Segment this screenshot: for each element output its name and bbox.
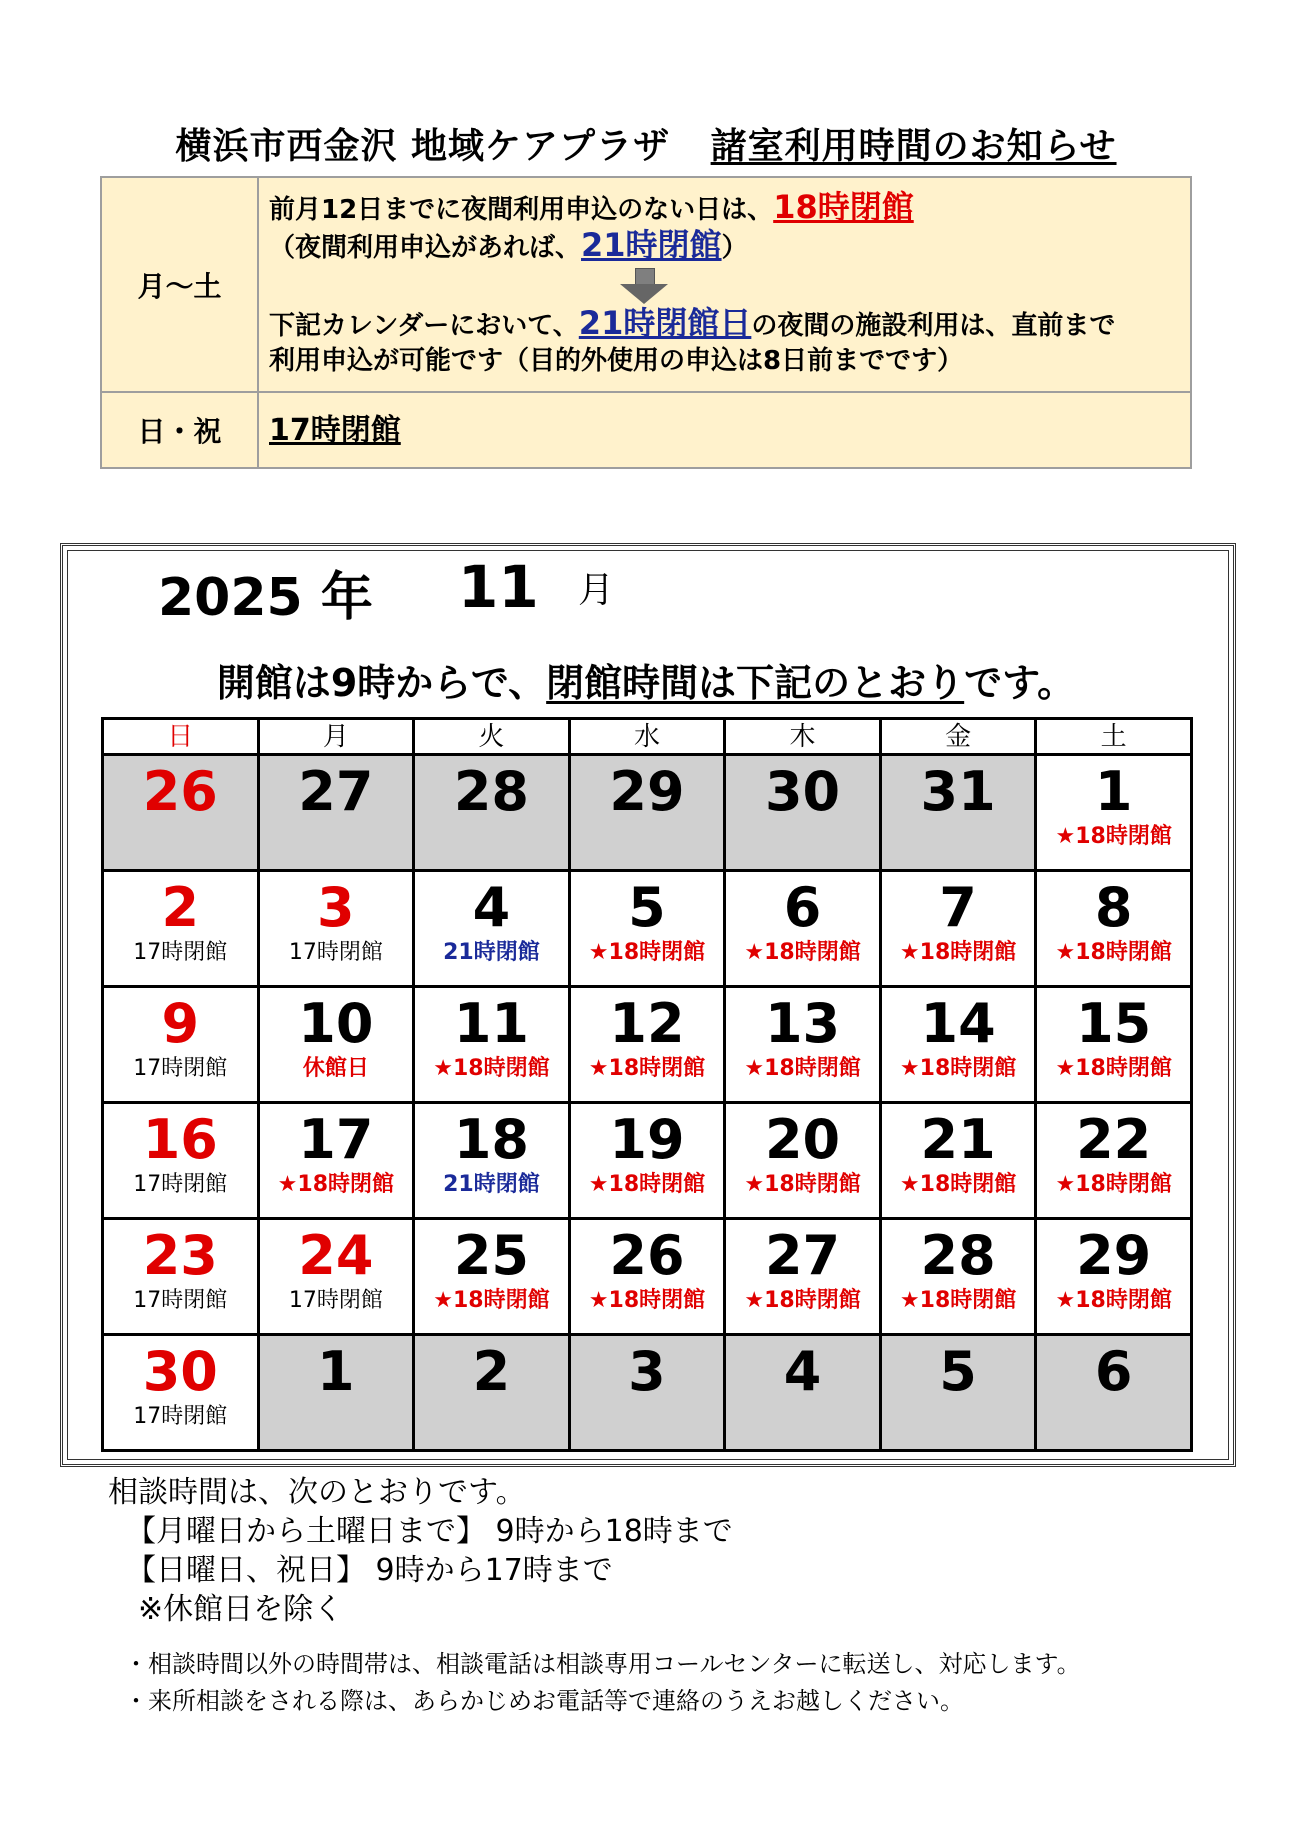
day-number: 24 [298, 1224, 374, 1287]
day-number: 1 [317, 1340, 355, 1403]
day-number: 28 [920, 1224, 996, 1287]
closing-time-note: ★18時閉館 [433, 1056, 550, 1081]
consultation-hours [108, 1473, 733, 1629]
calendar-week-row [103, 755, 1192, 871]
rule-line-1-text: 前月12日までに夜間利用申込のない日は、 [269, 195, 774, 225]
weekday-header: 月 [258, 719, 414, 755]
note-item: ・相談時間以外の時間帯は、相談電話は相談専用コールセンターに転送し、対応します。 [124, 1650, 1081, 1678]
day-number: 26 [609, 1224, 685, 1287]
calendar-week-row [103, 987, 1192, 1103]
day-number: 12 [609, 992, 685, 1055]
calendar-month-label: 月 [578, 570, 615, 611]
weekday-header: 金 [880, 719, 1036, 755]
day-number: 21 [920, 1108, 996, 1171]
day-number: 19 [609, 1108, 685, 1171]
closing-time-note: ★18時閉館 [588, 940, 706, 965]
calendar-day-cell [880, 1219, 1036, 1335]
calendar-day-cell [725, 987, 881, 1103]
day-number: 27 [298, 760, 374, 823]
page-title [0, 118, 1292, 169]
calendar-day-cell [103, 871, 259, 987]
notice-underlined: 閉館時間は下記のとおり [546, 661, 965, 705]
closing-time-note: ★18時閉館 [1055, 1056, 1172, 1081]
day-number: 18 [453, 1108, 529, 1171]
day-number: 3 [317, 876, 355, 939]
hours-table [100, 176, 1192, 469]
weekday-rules [258, 177, 1191, 392]
day-number: 20 [764, 1108, 841, 1171]
consult-weekday: 【月曜日から土曜日まで】 9時から18時まで [126, 1514, 733, 1549]
day-number: 30 [764, 760, 841, 823]
day-number: 26 [142, 760, 218, 823]
closing-time-note: 17時閉館 [133, 1172, 228, 1197]
calendar-day-cell [569, 755, 725, 871]
weekday-header: 日 [103, 719, 259, 755]
day-number: 31 [920, 760, 996, 823]
consult-holiday: 【日曜日、祝日】 9時から17時まで [126, 1553, 613, 1588]
calendar-day-cell [414, 1335, 570, 1451]
calendar-day-cell [414, 1219, 570, 1335]
weekday-header: 火 [414, 719, 570, 755]
day-number: 30 [142, 1340, 218, 1403]
closing-time-note: ★18時閉館 [1055, 1172, 1172, 1197]
calendar-day-cell [880, 1103, 1036, 1219]
calendar-day-cell [725, 1219, 881, 1335]
day-number: 13 [764, 992, 841, 1055]
day-number: 5 [628, 876, 666, 939]
closing-time-note: ★18時閉館 [588, 1172, 706, 1197]
closing-time-note: 17時閉館 [133, 940, 228, 965]
calendar-day-cell [880, 871, 1036, 987]
calendar-day-cell [725, 755, 881, 871]
day-number: 2 [161, 876, 200, 939]
rule-line-3-end: の夜間の施設利用は、直前まで [751, 311, 1116, 341]
calendar-day-cell [414, 1103, 570, 1219]
calendar-day-cell [569, 1103, 725, 1219]
closing-time-note: ★18時閉館 [277, 1172, 395, 1197]
calendar-day-cell [569, 987, 725, 1103]
rule-line-2-end: ） [721, 233, 748, 263]
rule-line-3 [269, 306, 1180, 344]
calendar-day-cell [258, 871, 414, 987]
hours-row-holiday [101, 392, 1191, 468]
calendar-day-cell [880, 987, 1036, 1103]
calendar-body [103, 755, 1192, 1451]
day-number: 4 [472, 876, 511, 939]
rule-line-4: 利用申込が可能です（目的外使用の申込は8日前までです） [269, 346, 964, 376]
closing-time-note: 21時閉館 [443, 940, 540, 965]
consult-exception: ※休館日を除く [138, 1592, 344, 1627]
rule-line-2-text: （夜間利用申込があれば、 [269, 233, 582, 263]
closing-time-note: ★18時閉館 [744, 1288, 861, 1313]
weekday-label: 月～土 [101, 177, 258, 392]
holiday-rule [258, 392, 1191, 468]
closing-time-note: ★18時閉館 [744, 940, 861, 965]
day-number: 29 [609, 760, 685, 823]
day-number: 8 [1094, 876, 1133, 939]
consult-intro: 相談時間は、次のとおりです。 [108, 1475, 526, 1510]
closing-time-note: 17時閉館 [133, 1404, 228, 1429]
notice-text: 開館は9時からで、 [216, 661, 547, 705]
rule-line-1 [269, 190, 1180, 228]
calendar-day-cell [1036, 987, 1192, 1103]
closing-time-note: ★18時閉館 [1055, 940, 1172, 965]
closing-time-note: 休館日 [302, 1056, 369, 1081]
calendar-day-cell [103, 987, 259, 1103]
calendar-day-cell [569, 871, 725, 987]
day-number: 6 [783, 876, 822, 939]
closing-time-note: ★18時閉館 [433, 1288, 550, 1313]
closing-time-note: ★18時閉館 [744, 1056, 861, 1081]
closing-time-note: ★18時閉館 [899, 1172, 1017, 1197]
day-number: 1 [1094, 760, 1133, 823]
weekday-header-row [103, 719, 1192, 755]
day-number: 7 [939, 876, 977, 939]
day-number: 11 [453, 992, 529, 1055]
day-number: 23 [142, 1224, 218, 1287]
notes-list [124, 1646, 1081, 1720]
calendar-day-cell [258, 1335, 414, 1451]
down-arrow-icon [269, 266, 1180, 306]
day-number: 17 [298, 1108, 374, 1171]
calendar-day-cell [880, 1335, 1036, 1451]
holiday-label: 日・祝 [101, 392, 258, 468]
calendar-day-cell [258, 1103, 414, 1219]
calendar-day-cell [103, 1335, 259, 1451]
calendar-day-cell [103, 1103, 259, 1219]
calendar-day-cell [1036, 1219, 1192, 1335]
closing-21-day: 21時閉館日 [578, 304, 752, 342]
day-number: 5 [939, 1340, 977, 1403]
rule-line-3-text: 下記カレンダーにおいて、 [269, 311, 579, 341]
day-number: 15 [1076, 992, 1152, 1055]
calendar-day-cell [725, 1103, 881, 1219]
opening-notice [0, 652, 1292, 707]
calendar-day-cell [725, 1335, 881, 1451]
day-number: 22 [1076, 1108, 1152, 1171]
calendar-day-cell [1036, 1335, 1192, 1451]
day-number: 14 [920, 992, 996, 1055]
calendar-day-cell [569, 1219, 725, 1335]
calendar-day-cell [414, 755, 570, 871]
day-number: 16 [142, 1108, 218, 1171]
day-number: 6 [1094, 1340, 1133, 1403]
closing-time-note: ★18時閉館 [899, 1056, 1017, 1081]
notice-end: です。 [964, 661, 1076, 705]
calendar-day-cell [1036, 871, 1192, 987]
calendar-month: 11 [458, 553, 539, 621]
closing-time-note: ★18時閉館 [899, 940, 1017, 965]
calendar-day-cell [569, 1335, 725, 1451]
day-number: 3 [628, 1340, 666, 1403]
day-number: 25 [453, 1224, 529, 1287]
weekday-header: 土 [1036, 719, 1192, 755]
calendar-year: 2025 年 [158, 568, 373, 628]
title-subject: 諸室利用時間のお知らせ [710, 126, 1117, 167]
calendar-day-cell [414, 987, 570, 1103]
closing-21: 21時閉館 [581, 226, 722, 264]
rule-line-2 [269, 228, 1180, 266]
calendar-day-cell [103, 755, 259, 871]
day-number: 28 [453, 760, 529, 823]
calendar-table [101, 717, 1193, 1452]
closing-time-note: 17時閉館 [288, 940, 383, 965]
calendar-day-cell [414, 871, 570, 987]
day-number: 29 [1076, 1224, 1152, 1287]
closing-time-note: ★18時閉館 [899, 1288, 1017, 1313]
title-facility: 横浜市西金沢 地域ケアプラザ [175, 126, 670, 167]
day-number: 9 [161, 992, 200, 1055]
holiday-closing: 17時閉館 [269, 412, 401, 448]
calendar-week-row [103, 1335, 1192, 1451]
closing-time-note: ★18時閉館 [588, 1056, 706, 1081]
calendar-day-cell [258, 755, 414, 871]
calendar-week-row [103, 1219, 1192, 1335]
closing-time-note: ★18時閉館 [1055, 1288, 1172, 1313]
hours-row-weekday [101, 177, 1191, 392]
closing-18: 18時閉館 [773, 188, 914, 226]
closing-time-note: 17時閉館 [288, 1288, 383, 1313]
calendar-day-cell [1036, 1103, 1192, 1219]
note-item: ・来所相談をされる際は、あらかじめお電話等で連絡のうえお越しください。 [124, 1687, 964, 1715]
day-number: 10 [298, 992, 374, 1055]
day-number: 27 [764, 1224, 841, 1287]
closing-time-note: 17時閉館 [133, 1056, 228, 1081]
closing-time-note: 21時閉館 [443, 1172, 540, 1197]
weekday-header: 木 [725, 719, 881, 755]
calendar-week-row [103, 871, 1192, 987]
closing-time-note: ★18時閉館 [588, 1288, 706, 1313]
day-number: 2 [472, 1340, 511, 1403]
day-number: 4 [783, 1340, 822, 1403]
calendar-day-cell [1036, 755, 1192, 871]
weekday-header: 水 [569, 719, 725, 755]
calendar-day-cell [103, 1219, 259, 1335]
closing-time-note: ★18時閉館 [1055, 824, 1172, 849]
calendar-day-cell [258, 1219, 414, 1335]
calendar-day-cell [258, 987, 414, 1103]
calendar-day-cell [725, 871, 881, 987]
calendar-week-row [103, 1103, 1192, 1219]
closing-time-note: 17時閉館 [133, 1288, 228, 1313]
closing-time-note: ★18時閉館 [744, 1172, 861, 1197]
calendar-day-cell [880, 755, 1036, 871]
